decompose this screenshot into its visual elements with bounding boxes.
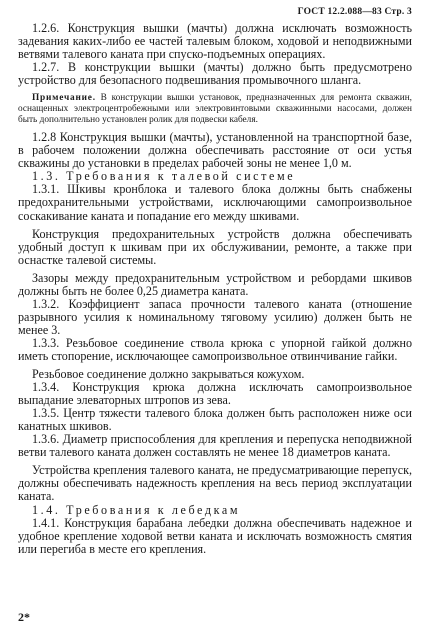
paragraph-rope-fastening: Устройства крепления талевого каната, не предусматривающие перепуск, должны обеспечивать надежность крепления на весь период эксплуатации каната. bbox=[18, 463, 412, 504]
page-header: ГОСТ 12.2.088—83 Стр. 3 bbox=[297, 7, 412, 17]
paragraph-1-2-6: 1.2.6. Конструкция вышки (мачты) должна исключать возможность задевания каких-либо ее частей талевым блоком, ходовой и неподвижными ветвями талевого каната при спуско-подъемных операциях. bbox=[18, 21, 412, 62]
paragraph-1-4-1: 1.4.1. Конструкция барабана лебедки должна обеспечивать надежное и удобное крепление ходовой ветви каната и исключать возможность смятия или перегиба в месте его крепления. bbox=[18, 515, 412, 556]
paragraph-1-3-5: 1.3.5. Центр тяжести талевого блока должен быть расположен ниже оси канатных шкивов. bbox=[18, 406, 412, 434]
paragraph-guard-clearance: Зазоры между предохранительным устройством и ребордами шкивов должны быть не более 0,25 диаметра каната. bbox=[18, 270, 412, 298]
page-footer-mark: 2* bbox=[18, 610, 30, 624]
paragraph-guard-design: Конструкция предохранительных устройств должна обеспечивать удобный доступ к шкивам при их обслуживании, ремонте, а также при оснастке талевой системы. bbox=[18, 226, 412, 267]
note bbox=[18, 93, 412, 126]
paragraph-1-2-7: 1.2.7. В конструкции вышки (мачты) должно быть предусмотрено устройство для безопасного подвешивания промывочного шланга. bbox=[18, 60, 412, 88]
paragraph-1-3-6: 1.3.6. Диаметр приспособления для крепления и перепуска неподвижной ветви талевого каната должен составлять не менее 18 диаметров каната. bbox=[18, 432, 412, 460]
paragraph-1-3-3: 1.3.3. Резьбовое соединение ствола крюка с упорной гайкой должно иметь стопорение, исключающее самопроизвольное отвинчивание гайки. bbox=[18, 335, 412, 363]
paragraph-1-3-2: 1.3.2. Коэффициент запаса прочности талевого каната (отношение разрывного усилия к номинальному тяговому усилию) должен быть не менее 3. bbox=[18, 296, 412, 337]
section-heading-1-3: 1.3. Требования к талевой системе bbox=[32, 169, 296, 184]
paragraph-1-2-8: 1.2.8 Конструкция вышки (мачты), установленной на транспортной базе, в рабочем положении должна обеспечивать расстояние от оси устья скважины до установки в пределах рабочей зоны не менее 1,0 м. bbox=[18, 130, 412, 171]
paragraph-cover: Резьбовое соединение должно закрываться кожухом. bbox=[32, 367, 305, 382]
section-heading-1-4: 1.4. Требования к лебедкам bbox=[32, 502, 241, 517]
note-label: Примечание. bbox=[32, 93, 96, 104]
note-text: В конструкции вышки установок, предназначенных для ремонта скважин, оснащенных электроцентробежными или электровинтовыми скважинными насосами, должен быть дополнительно установлен ролик для подвески кабеля. bbox=[18, 93, 412, 126]
document-body bbox=[18, 22, 412, 556]
paragraph-1-3-1: 1.3.1. Шкивы кронблока и талевого блока должны быть снабжены предохранительными устройствами, исключающими самопроизвольное соскакивание каната и попадание его между шкивами. bbox=[18, 182, 412, 223]
paragraph-1-3-4: 1.3.4. Конструкция крюка должна исключать самопроизвольное выпадание элеваторных штропов из зева. bbox=[18, 380, 412, 408]
